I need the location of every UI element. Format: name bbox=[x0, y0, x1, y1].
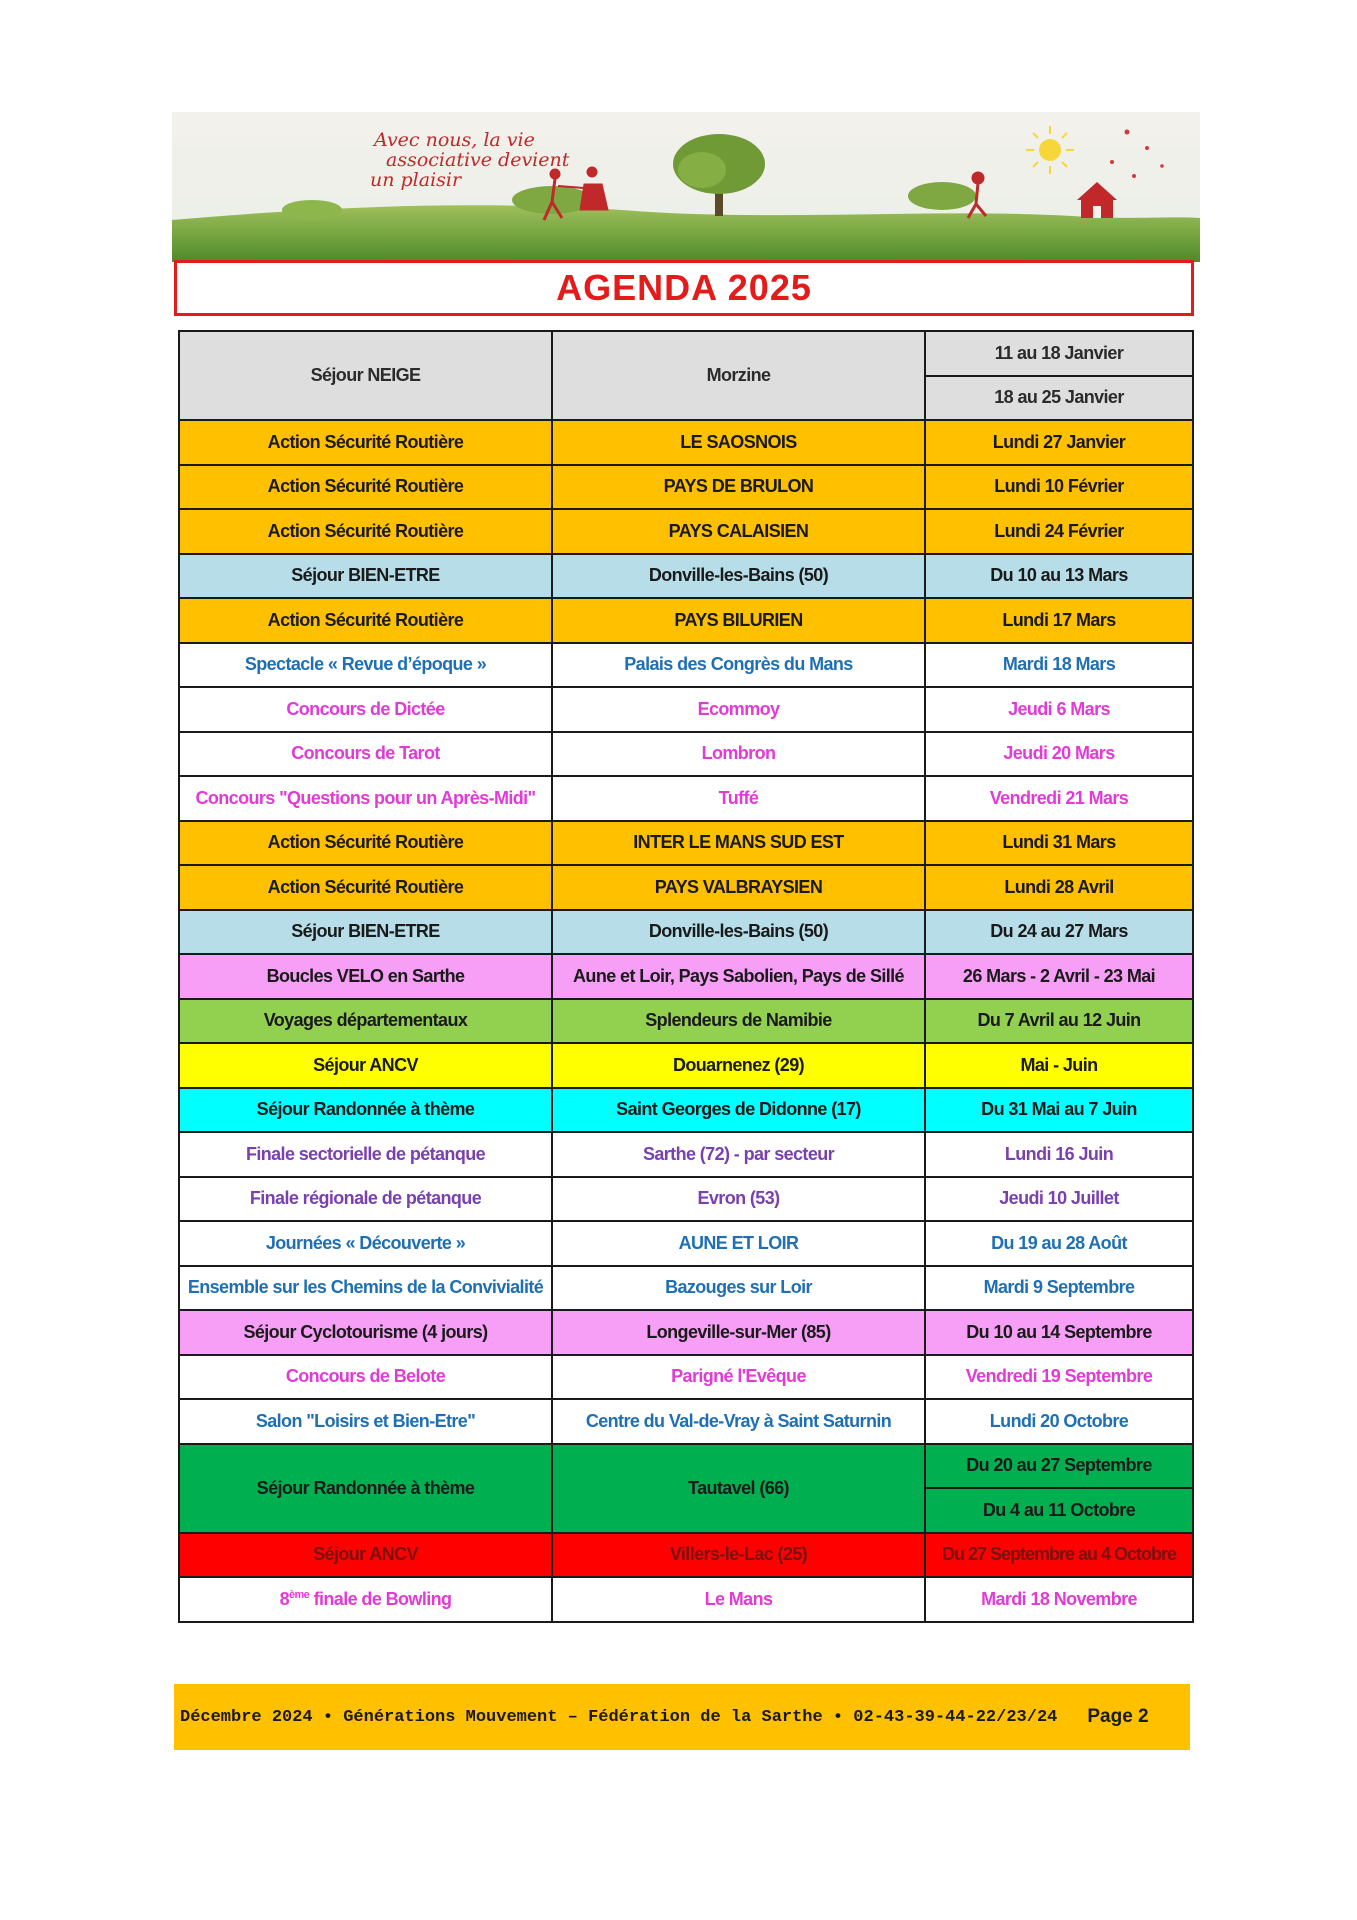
table-row bbox=[179, 1355, 1193, 1400]
place-cell: PAYS DE BRULON bbox=[552, 465, 925, 510]
event-cell: Concours de Tarot bbox=[179, 732, 552, 777]
header-banner bbox=[172, 112, 1200, 262]
event-cell: Séjour ANCV bbox=[179, 1533, 552, 1578]
place-cell: Aune et Loir, Pays Sabolien, Pays de Sillé bbox=[552, 954, 925, 999]
event-cell: Séjour Randonnée à thème bbox=[179, 1088, 552, 1133]
page-number: Page 2 bbox=[1087, 1706, 1149, 1727]
place-cell: Parigné l'Evêque bbox=[552, 1355, 925, 1400]
date-cell: Du 4 au 11 Octobre bbox=[925, 1488, 1193, 1533]
place-cell: Palais des Congrès du Mans bbox=[552, 643, 925, 688]
place-cell: Longeville-sur-Mer (85) bbox=[552, 1310, 925, 1355]
table-row bbox=[179, 865, 1193, 910]
table-row bbox=[179, 1577, 1193, 1622]
date-cell: Du 10 au 14 Septembre bbox=[925, 1310, 1193, 1355]
event-cell: Salon "Loisirs et Bien-Etre" bbox=[179, 1399, 552, 1444]
place-cell: LE SAOSNOIS bbox=[552, 420, 925, 465]
event-cell: Finale sectorielle de pétanque bbox=[179, 1132, 552, 1177]
page-footer bbox=[174, 1684, 1190, 1750]
table-row bbox=[179, 732, 1193, 777]
table-row bbox=[179, 1177, 1193, 1222]
event-cell: Action Sécurité Routière bbox=[179, 465, 552, 510]
table-row bbox=[179, 643, 1193, 688]
event-cell: Séjour Cyclotourisme (4 jours) bbox=[179, 1310, 552, 1355]
table-row bbox=[179, 1444, 1193, 1489]
event-cell: Action Sécurité Routière bbox=[179, 509, 552, 554]
table-row bbox=[179, 776, 1193, 821]
table-row bbox=[179, 821, 1193, 866]
date-cell: Jeudi 6 Mars bbox=[925, 687, 1193, 732]
place-cell: Donville-les-Bains (50) bbox=[552, 910, 925, 955]
place-cell: Saint Georges de Didonne (17) bbox=[552, 1088, 925, 1133]
date-cell: 18 au 25 Janvier bbox=[925, 376, 1193, 421]
place-cell: Sarthe (72) - par secteur bbox=[552, 1132, 925, 1177]
place-cell: Splendeurs de Namibie bbox=[552, 999, 925, 1044]
event-cell: Action Sécurité Routière bbox=[179, 598, 552, 643]
table-row bbox=[179, 1399, 1193, 1444]
svg-text:un plaisir: un plaisir bbox=[370, 169, 462, 191]
event-cell bbox=[179, 1577, 552, 1622]
bowling-number: 8 bbox=[279, 1588, 289, 1609]
table-row bbox=[179, 598, 1193, 643]
place-cell: Evron (53) bbox=[552, 1177, 925, 1222]
date-cell: Lundi 10 Février bbox=[925, 465, 1193, 510]
date-cell: 11 au 18 Janvier bbox=[925, 331, 1193, 376]
event-cell: Journées « Découverte » bbox=[179, 1221, 552, 1266]
table-row bbox=[179, 1043, 1193, 1088]
date-cell: Du 19 au 28 Août bbox=[925, 1221, 1193, 1266]
date-cell: Mai - Juin bbox=[925, 1043, 1193, 1088]
event-cell: Finale régionale de pétanque bbox=[179, 1177, 552, 1222]
banner-illustration bbox=[172, 112, 1200, 262]
event-cell: Concours "Questions pour un Après-Midi" bbox=[179, 776, 552, 821]
agenda-table bbox=[178, 330, 1194, 1623]
table-row bbox=[179, 1088, 1193, 1133]
date-cell: 26 Mars - 2 Avril - 23 Mai bbox=[925, 954, 1193, 999]
place-cell: Douarnenez (29) bbox=[552, 1043, 925, 1088]
event-cell: Séjour ANCV bbox=[179, 1043, 552, 1088]
event-cell: Action Sécurité Routière bbox=[179, 420, 552, 465]
event-cell: Concours de Belote bbox=[179, 1355, 552, 1400]
table-row bbox=[179, 1132, 1193, 1177]
event-cell: Séjour Randonnée à thème bbox=[179, 1444, 552, 1533]
table-row bbox=[179, 1221, 1193, 1266]
date-cell: Lundi 20 Octobre bbox=[925, 1399, 1193, 1444]
date-cell: Mardi 18 Novembre bbox=[925, 1577, 1193, 1622]
agenda-title-box bbox=[174, 260, 1194, 316]
date-cell: Du 7 Avril au 12 Juin bbox=[925, 999, 1193, 1044]
table-row bbox=[179, 509, 1193, 554]
date-cell: Du 20 au 27 Septembre bbox=[925, 1444, 1193, 1489]
table-row bbox=[179, 910, 1193, 955]
bowling-label: finale de Bowling bbox=[309, 1588, 452, 1609]
place-cell: Bazouges sur Loir bbox=[552, 1266, 925, 1311]
date-cell: Lundi 17 Mars bbox=[925, 598, 1193, 643]
place-cell: Le Mans bbox=[552, 1577, 925, 1622]
event-cell: Spectacle « Revue d’époque » bbox=[179, 643, 552, 688]
date-cell: Mardi 18 Mars bbox=[925, 643, 1193, 688]
place-cell: Lombron bbox=[552, 732, 925, 777]
place-cell: Tautavel (66) bbox=[552, 1444, 925, 1533]
date-cell: Jeudi 20 Mars bbox=[925, 732, 1193, 777]
event-cell: Séjour BIEN-ETRE bbox=[179, 910, 552, 955]
event-cell: Action Sécurité Routière bbox=[179, 821, 552, 866]
table-row bbox=[179, 331, 1193, 376]
date-cell: Lundi 31 Mars bbox=[925, 821, 1193, 866]
place-cell: PAYS CALAISIEN bbox=[552, 509, 925, 554]
table-row bbox=[179, 687, 1193, 732]
table-row bbox=[179, 420, 1193, 465]
event-cell: Voyages départementaux bbox=[179, 999, 552, 1044]
date-cell: Vendredi 19 Septembre bbox=[925, 1355, 1193, 1400]
place-cell: Ecommoy bbox=[552, 687, 925, 732]
table-row bbox=[179, 1533, 1193, 1578]
table-row bbox=[179, 1266, 1193, 1311]
date-cell: Lundi 24 Février bbox=[925, 509, 1193, 554]
table-row bbox=[179, 954, 1193, 999]
place-cell: Morzine bbox=[552, 331, 925, 420]
date-cell: Jeudi 10 Juillet bbox=[925, 1177, 1193, 1222]
event-cell: Séjour BIEN-ETRE bbox=[179, 554, 552, 599]
place-cell: PAYS VALBRAYSIEN bbox=[552, 865, 925, 910]
date-cell: Lundi 27 Janvier bbox=[925, 420, 1193, 465]
svg-text:associative devient: associative devient bbox=[386, 149, 570, 171]
date-cell: Du 27 Septembre au 4 Octobre bbox=[925, 1533, 1193, 1578]
event-cell: Séjour NEIGE bbox=[179, 331, 552, 420]
footer-text: Décembre 2024 • Générations Mouvement – Fédération de la Sarthe • 02-43-39-44-22/23/24 bbox=[180, 1707, 1058, 1727]
place-cell: PAYS BILURIEN bbox=[552, 598, 925, 643]
event-cell: Concours de Dictée bbox=[179, 687, 552, 732]
svg-text:Avec nous, la vie: Avec nous, la vie bbox=[374, 129, 535, 151]
place-cell: Donville-les-Bains (50) bbox=[552, 554, 925, 599]
event-cell: Boucles VELO en Sarthe bbox=[179, 954, 552, 999]
bowling-ordinal: ème bbox=[288, 1588, 310, 1601]
place-cell: INTER LE MANS SUD EST bbox=[552, 821, 925, 866]
date-cell: Lundi 28 Avril bbox=[925, 865, 1193, 910]
date-cell: Du 10 au 13 Mars bbox=[925, 554, 1193, 599]
date-cell: Lundi 16 Juin bbox=[925, 1132, 1193, 1177]
sun-icon bbox=[1026, 126, 1074, 174]
place-cell: AUNE ET LOIR bbox=[552, 1221, 925, 1266]
page-title: AGENDA 2025 bbox=[556, 267, 812, 308]
place-cell: Centre du Val-de-Vray à Saint Saturnin bbox=[552, 1399, 925, 1444]
date-cell: Du 24 au 27 Mars bbox=[925, 910, 1193, 955]
event-cell: Ensemble sur les Chemins de la Convivialité bbox=[179, 1266, 552, 1311]
date-cell: Mardi 9 Septembre bbox=[925, 1266, 1193, 1311]
table-row bbox=[179, 1310, 1193, 1355]
table-row bbox=[179, 554, 1193, 599]
table-row bbox=[179, 465, 1193, 510]
date-cell: Vendredi 21 Mars bbox=[925, 776, 1193, 821]
date-cell: Du 31 Mai au 7 Juin bbox=[925, 1088, 1193, 1133]
table-row bbox=[179, 999, 1193, 1044]
place-cell: Villers-le-Lac (25) bbox=[552, 1533, 925, 1578]
event-cell: Action Sécurité Routière bbox=[179, 865, 552, 910]
place-cell: Tuffé bbox=[552, 776, 925, 821]
